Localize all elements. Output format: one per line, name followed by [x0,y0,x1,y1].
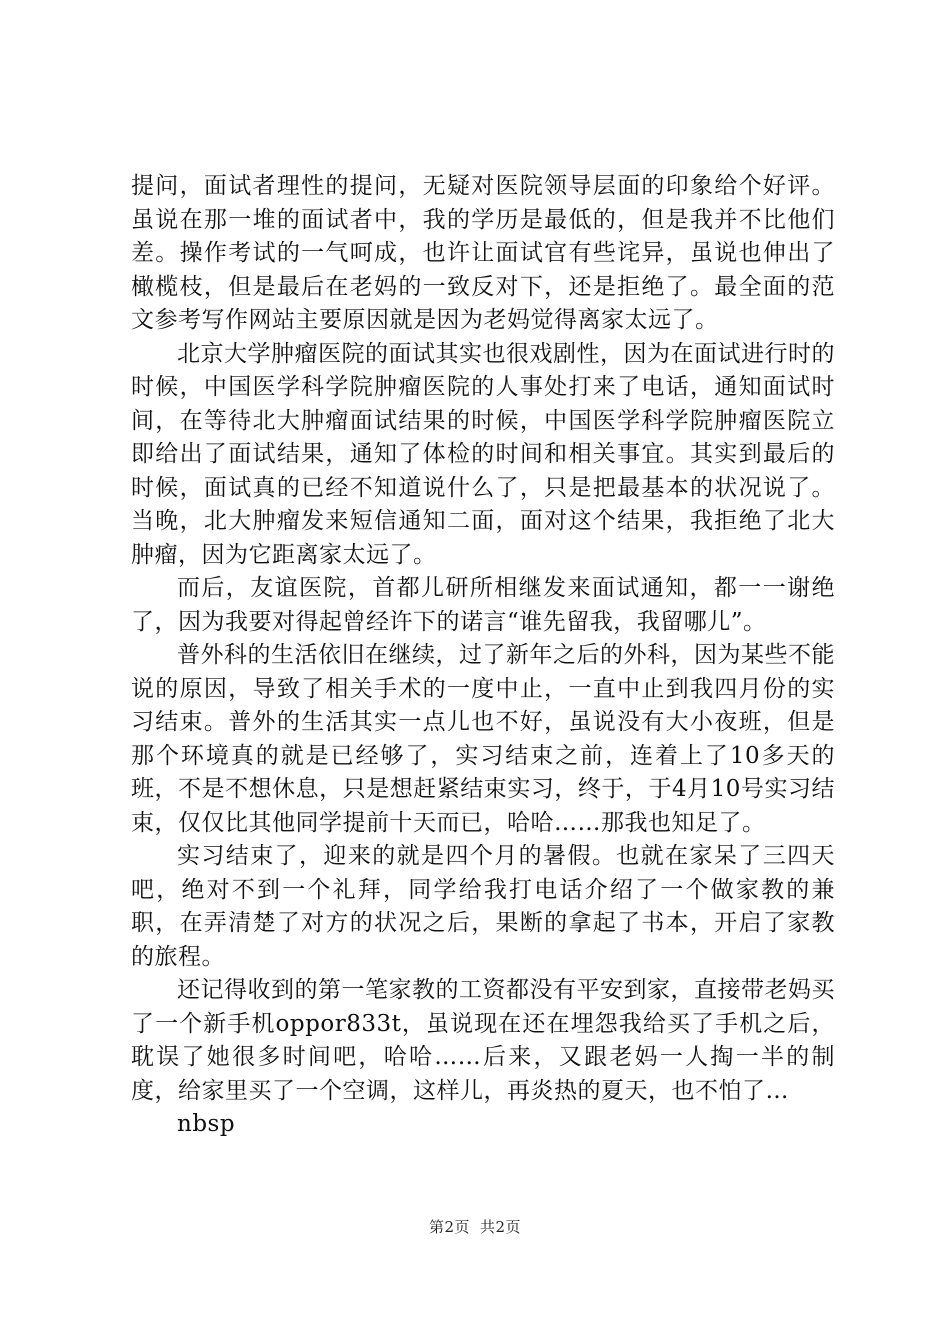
page-total: 共2页 [480,1218,522,1236]
page-number: 第2页 [428,1218,470,1236]
paragraph-2: 北京大学肿瘤医院的面试其实也很戏剧性，因为在面试进行时的时候，中国医学科学院肿瘤医院的人事处打来了电话，通知面试时间，在等待北大肿瘤面试结果的时候，中国医学科学院肿瘤医院立即给出了面试结果，通知了体检的时间和相关事宜。其实到最后的时候，面试真的已经不知道说什么了，只是把最基本的状况说了。当晚，北大肿瘤发来短信通知二面，面对这个结果，我拒绝了北大肿瘤，因为它距离家太远了。 [131,340,835,568]
paragraph-4: 普外科的生活依旧在继续，过了新年之后的外科，因为某些不能说的原因，导致了相关手术的一度中止，一直中止到我四月份的实习结束。普外的生活其实一点儿也不好，虽说没有大小夜班，但是那个环境真的就是已经够了，实习结束之前，连着上了10多天的班，不是不想休息，只是想赶紧结束实习，终于，于4月10号实习结束，仅仅比其他同学提前十天而已，哈哈……那我也知足了。 [131,642,835,836]
page-footer [0,1216,950,1237]
paragraph-5: 实习结束了，迎来的就是四个月的暑假。也就在家呆了三四天吧，绝对不到一个礼拜，同学给我打电话介绍了一个做家教的兼职，在弄清楚了对方的状况之后，果断的拿起了书本，开启了家教的旅程。 [131,843,835,970]
document-body [131,170,835,1142]
paragraph-7: nbsp [177,1111,236,1137]
paragraph-6: 还记得收到的第一笔家教的工资都没有平安到家，直接带老妈买了一个新手机oppor833t，虽说现在还在埋怨我给买了手机之后，耽误了她很多时间吧，哈哈……后来，又跟老妈一人掏一半的制度，给家里买了一个空调，这样儿，再炎热的夏天，也不怕了… [131,977,835,1104]
paragraph-3: 而后，友谊医院，首都儿研所相继发来面试通知，都一一谢绝了，因为我要对得起曾经许下的诺言“谁先留我，我留哪儿”。 [131,575,835,635]
paragraph-1: 提问，面试者理性的提问，无疑对医院领导层面的印象给个好评。虽说在那一堆的面试者中，我的学历是最低的，但是我并不比他们差。操作考试的一气呵成，也许让面试官有些诧异，虽说也伸出了橄榄枝，但是最后在老妈的一致反对下，还是拒绝了。最全面的范文参考写作网站主要原因就是因为老妈觉得离家太远了。 [131,173,835,333]
